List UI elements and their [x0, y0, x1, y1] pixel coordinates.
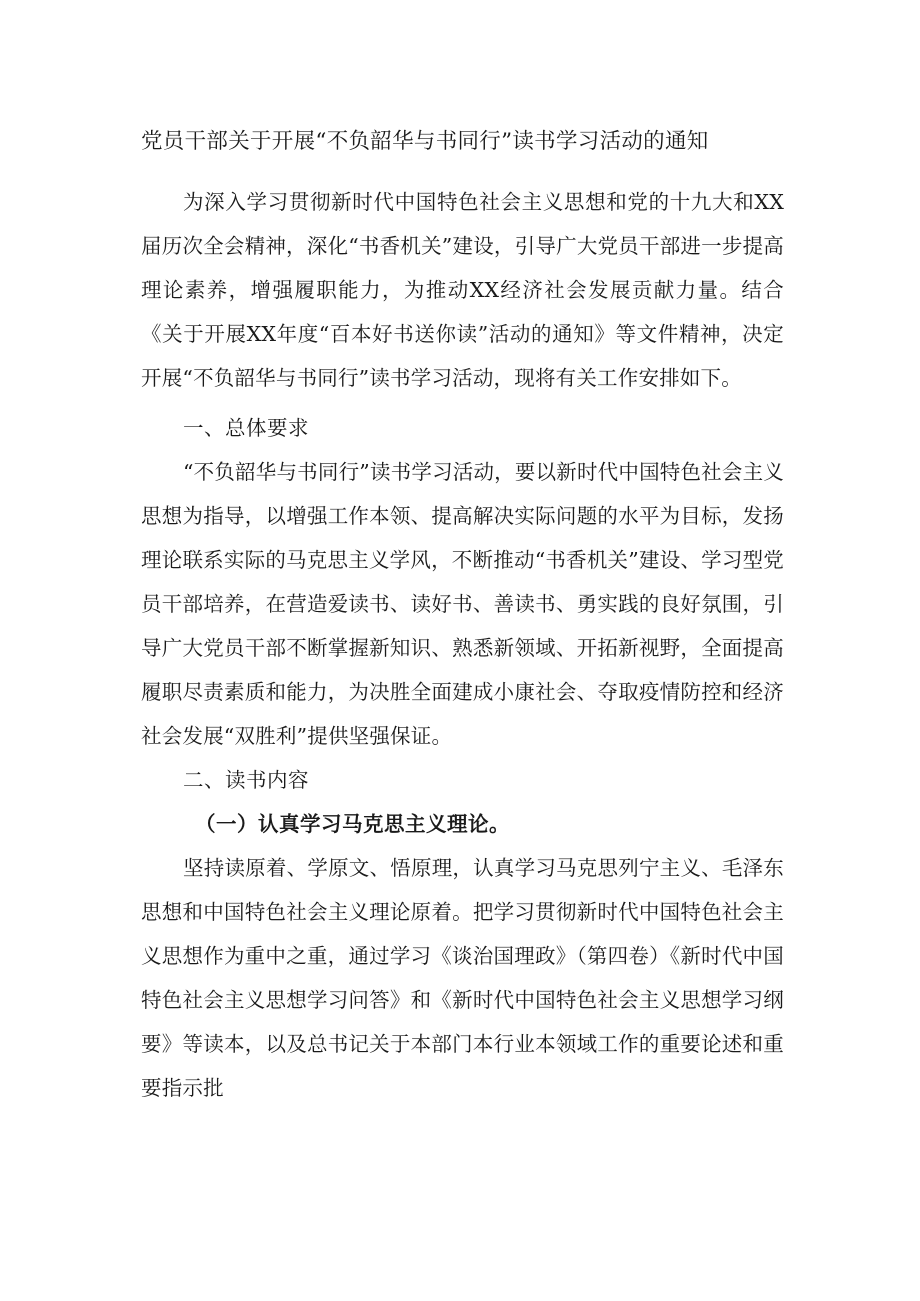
section-2-subheading-1: （一）认真学习马克思主义理论。 [195, 812, 510, 836]
document-title: 党员干部关于开展“不负韶华与书同行”读书学习活动的通知 [141, 129, 709, 154]
section-1-body: “不负韶华与书同行”读书学习活动，要以新时代中国特色社会主义思想为指导，以增强工作本领、提高解决实际问题的水平为目标，发扬理论联系实际的马克思主义学风，不断推动“书香机关”建设、学习型党员干部培养，在营造爱读书、读好书、善读书、勇实践的良好氛围，引导广大党员干部不断掌握新知识、熟悉新领域、开拓新视野，全面提高履职尽责素质和能力，为决胜全面建成小康社会、夺取疫情防控和经济社会发展“双胜利”提供坚强保证。 [141, 460, 784, 748]
document-page [141, 118, 784, 1110]
section-2-heading: 二、读书内容 [183, 768, 309, 792]
section-2-body: 坚持读原着、学原文、悟原理，认真学习马克思列宁主义、毛泽东思想和中国特色社会主义理论原着。把学习贯彻新时代中国特色社会主义思想作为重中之重，通过学习《谈治国理政》（第四卷）《新时代中国特色社会主义思想学习问答》和《新时代中国特色社会主义思想学习纲要》等读本，以及总书记关于本部门本行业本领域工作的重要论述和重要指示批 [141, 856, 784, 1100]
section-1-heading: 一、总体要求 [183, 416, 309, 440]
intro-paragraph: 为深入学习贯彻新时代中国特色社会主义思想和党的十九大和XX届历次全会精神，深化“书香机关”建设，引导广大党员干部进一步提高理论素养，增强履职能力，为推动XX经济社会发展贡献力量。结合《关于开展XX年度“百本好书送你读”活动的通知》等文件精神，决定开展“不负韶华与书同行”读书学习活动，现将有关工作安排如下。 [141, 190, 784, 390]
